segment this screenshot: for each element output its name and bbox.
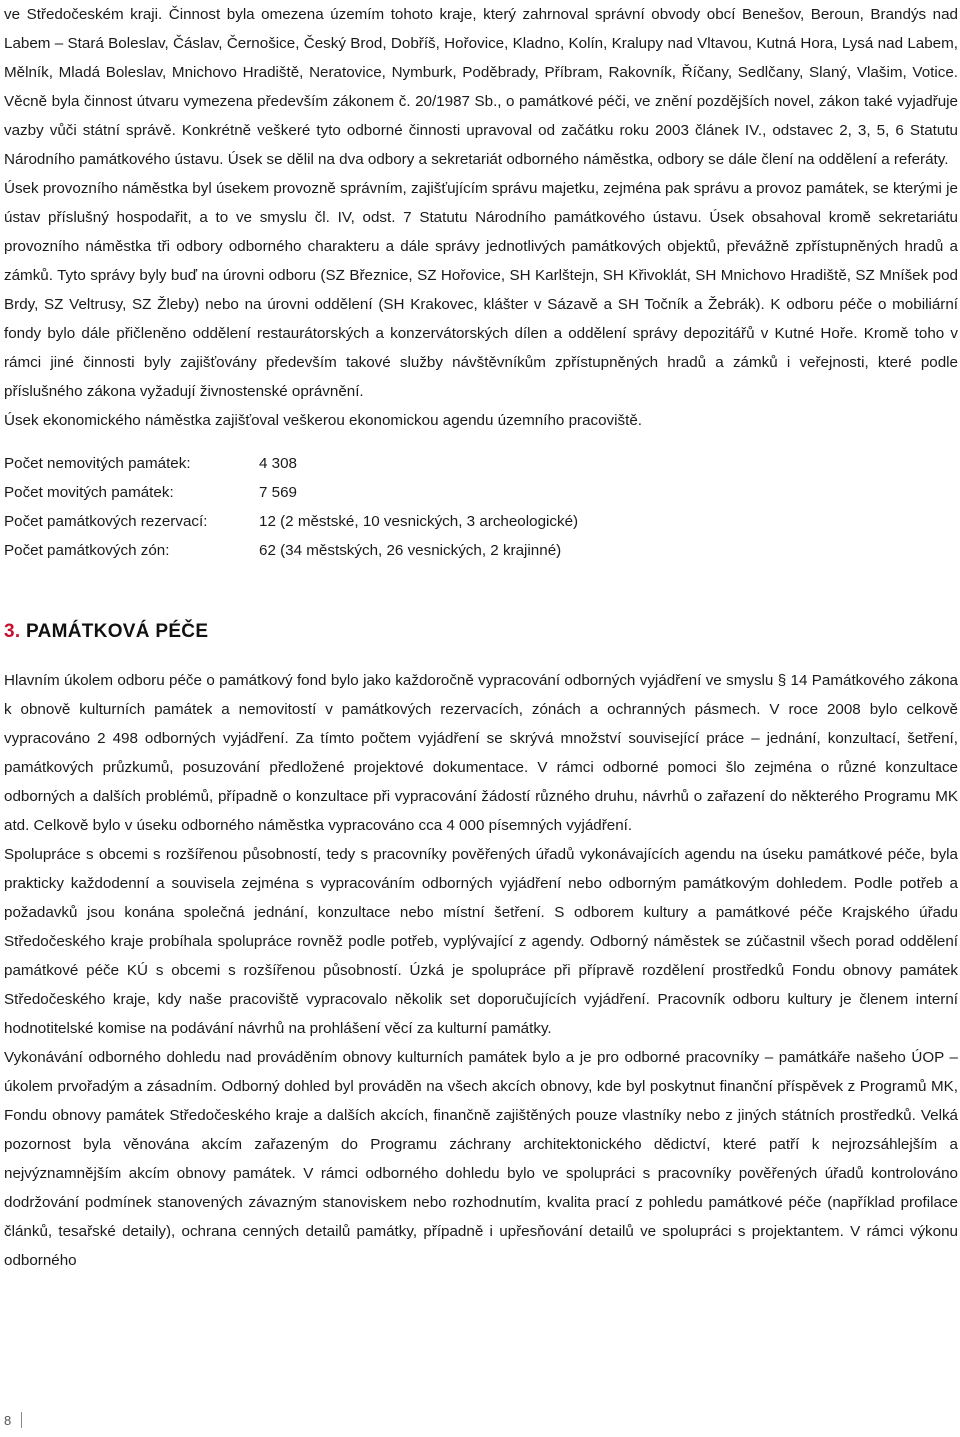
stat-label: Počet movitých památek: [4,484,174,501]
stat-value: 7 569 [259,484,298,501]
stat-label: Počet nemovitých památek: [4,455,191,472]
stat-label: Počet památkových zón: [4,542,170,559]
stat-row [4,536,578,565]
page-footer [4,1412,22,1428]
stat-row [4,478,578,507]
spacer [4,435,958,449]
stat-value: 12 (2 městské, 10 vesnických, 3 archeologické) [259,513,579,530]
section-paragraph-2: Spolupráce s obcemi s rozšířenou působností, tedy s pracovníky pověřených úřadů vykonávajících agendu na úseku památkové péče, byla prakticky každodenní a souvisela zejména s vypracováním odborných vyjádření nebo odborným památkovým dohledem. Podle potřeb a požadavků jsou konána společná jednání, konzultace nebo místní šetření. S odborem kultury a památkové péče Krajského úřadu Středočeského kraje probíhala spolupráce rovněž podle potřeb, vyplývající z agendy. Odborný náměstek se zúčastnil všech porad oddělení památkové péče KÚ s obcemi s rozšířenou působností. Úzká je spolupráce při přípravě rozdělení prostředků Fondu obnovy památek Středočeského kraje, kdy naše pracoviště vypracovalo několik set doporučujících vyjádření. Pracovník odboru kultury je členem interní hodnotitelské komise na podávání návrhů na prohlášení věcí za kulturní památky. [4,846,958,1037]
monument-statistics [4,449,578,565]
section-title: PAMÁTKOVÁ PÉČE [26,621,209,642]
stat-value: 4 308 [259,455,298,472]
intro-paragraph-1: ve Středočeském kraji. Činnost byla omezena územím tohoto kraje, který zahrnoval správní obvody obcí Benešov, Beroun, Brandýs nad Labem – Stará Boleslav, Čáslav, Černošice, Český Brod, Dobříš, Hořovice, Kladno, Kolín, Kralupy nad Vltavou, Kutná Hora, Lysá nad Labem, Mělník, Mladá Boleslav, Mnichovo Hradiště, Neratovice, Nymburk, Poděbrady, Příbram, Rakovník, Říčany, Sedlčany, Slaný, Vlašim, Votice. Věcně byla činnost útvaru vymezena především zákonem č. 20/1987 Sb., o památkové péči, ve znění pozdějších novel, zákon také vyjadřuje vazby vůči státní správě. Konkrétně veškeré tyto odborné činnosti upravoval od začátku roku 2003 článek IV., odstavec 2, 3, 5, 6 Statutu Národního památkového ústavu. Úsek se dělil na dva odbory a sekretariát odborného náměstka, odbory se dále člení na oddělení a referáty. [4,6,958,168]
intro-paragraph-3: Úsek ekonomického náměstka zajišťoval veškerou ekonomickou agendu územního pracoviště. [4,412,643,429]
stat-row [4,449,578,478]
section-heading [4,617,958,646]
section-paragraph-1: Hlavním úkolem odboru péče o památkový fond bylo jako každoročně vypracování odborných vyjádření ve smyslu § 14 Památkového zákona k obnově kulturních památek a nemovitostí v památkových rezervacích, zónách a ochranných pásmech. V roce 2008 bylo celkově vypracováno 2 498 odborných vyjádření. Za tímto počtem vyjádření se skrývá množství související práce – jednání, konzultací, šetření, památkových průzkumů, posuzování předložené projektové dokumentace. V rámci odborné pomoci šlo zejména o různé konzultace odborných a dalších problémů, případně o konzultace při vypracování žádostí různého druhu, návrhů o zařazení do některého Programu MK atd. Celkově bylo v úseku odborného náměstka vypracováno cca 4 000 písemných vyjádření. [4,672,958,834]
spacer [4,565,958,617]
section-paragraph-3: Vykonávání odborného dohledu nad prováděním obnovy kulturních památek bylo a je pro odborné pracovníky – památkáře našeho ÚOP – úkolem prvořadým a zásadním. Odborný dohled byl prováděn na všech akcích obnovy, kde byl poskytnut finanční příspěvek z Programů MK, Fondu obnovy památek Středočeského kraje a dalších akcích, finančně zajištěných pouze vlastníky nebo z jiných státních prostředků. Velká pozornost byla věnována akcím zařazeným do Programu záchrany architektonického dědictví, které patří k nejrozsáhlejším a nejvýznamnějším akcím obnovy památek. V rámci odborného dohledu bylo ve spolupráci s pracovníky pověřených úřadů kontrolováno dodržování podmínek stanovených závazným stanoviskem nebo rozhodnutím, kvalita prací z pohledu památkové péče (například profilace článků, tesařské detaily), ochrana cenných detailů památky, případně i upřesňování detailů ve spolupráci s projektantem. V rámci výkonu odborného [4,1049,958,1269]
stat-row [4,507,578,536]
footer-divider [21,1412,22,1428]
section-number: 3. [4,621,21,642]
stat-label: Počet památkových rezervací: [4,513,208,530]
spacer [4,646,958,666]
intro-paragraph-2: Úsek provozního náměstka byl úsekem provozně správním, zajišťujícím správu majetku, zejména pak správu a provoz památek, se kterými je ústav příslušný hospodařit, a to ve smyslu čl. IV, odst. 7 Statutu Národního památkového ústavu. Úsek obsahoval kromě sekretariátu provozního náměstka tři odbory odborného charakteru a dále správy jednotlivých památkových objektů, převážně zpřístupněných hradů a zámků. Tyto správy byly buď na úrovni odboru (SZ Březnice, SZ Hořovice, SH Karlštejn, SH Křivoklát, SH Mnichovo Hradiště, SZ Mníšek pod Brdy, SZ Veltrusy, SZ Žleby) nebo na úrovni oddělení (SH Krakovec, klášter v Sázavě a SH Točník a Žebrák). K odboru péče o mobiliární fondy bylo dále přičleněno oddělení restaurátorských a konzervátorských dílen a oddělení správy depozitářů v Kutné Hoře. Kromě toho v rámci jiné činnosti byly zajišťovány především takové služby návštěvníkům zpřístupněných hradů a zámků i veřejnosti, které podle příslušného zákona vyžadují živnostenské oprávnění. [4,180,958,400]
page-number: 8 [4,1412,12,1428]
document-page [4,0,958,1275]
stat-value: 62 (34 městských, 26 vesnických, 2 krajinné) [259,542,562,559]
